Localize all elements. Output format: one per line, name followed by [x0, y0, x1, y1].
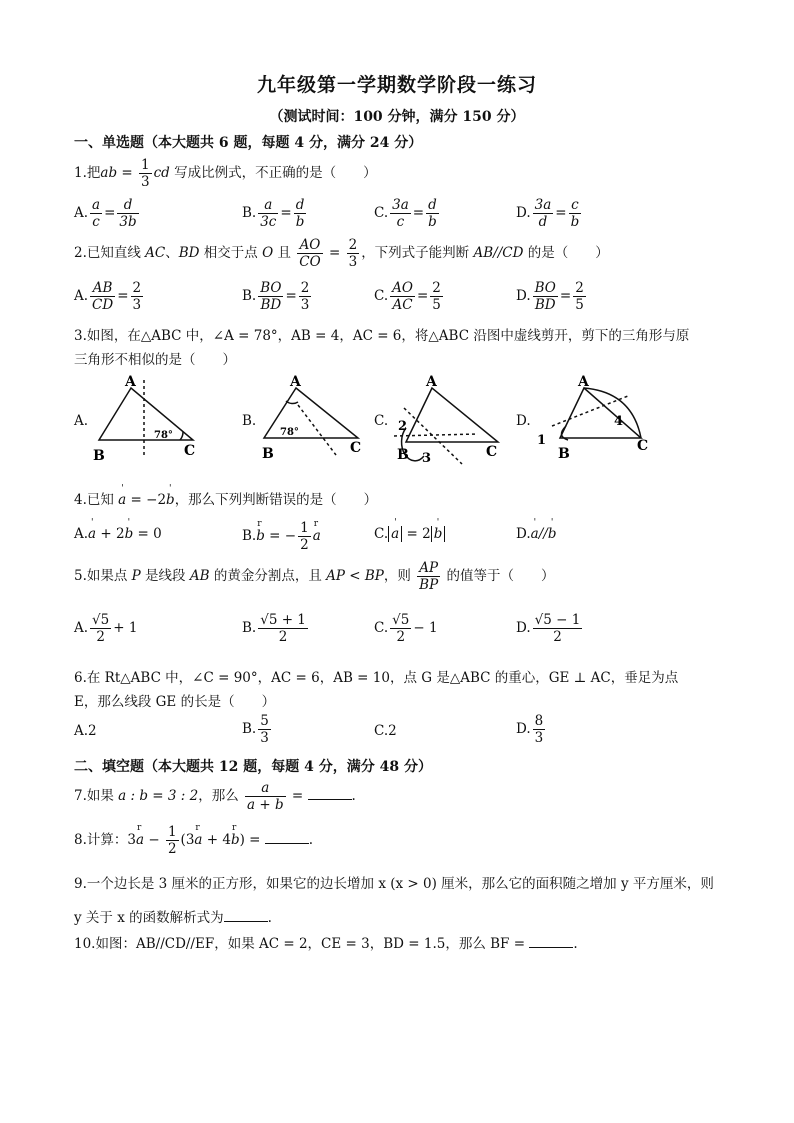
q10-answer-blank[interactable]	[529, 935, 573, 948]
fig-b-label-c: C	[350, 440, 362, 456]
question-6-line-2: E，那么线段 GE 的长是（ ）	[74, 694, 276, 710]
q7-answer-blank[interactable]	[308, 787, 352, 800]
question-3-line-2: 三角形不相似的是（ ）	[74, 352, 236, 368]
q3-figure-d	[552, 388, 641, 440]
q6-option-d[interactable]: D. $\frac{8}{3}$	[516, 713, 544, 746]
q2-option-a[interactable]: A. $\frac{AB}{CD}$ = $\frac{2}{3}$	[74, 280, 142, 313]
question-7: 7.如果 a : b = 3 : 2，那么 $\frac{a}{a + b}$ = .	[74, 780, 356, 813]
fig-d-label-b: B	[558, 446, 570, 462]
q3-option-b[interactable]: B.	[242, 413, 257, 429]
q1-option-d[interactable]: D. $\frac{3a}{d}$ = $\frac{c}{b}$	[516, 197, 580, 230]
q3-figure-b	[264, 388, 358, 455]
cut-line-c2	[394, 434, 478, 436]
q8-answer-blank[interactable]	[265, 831, 309, 844]
fig-a-label-b: B	[93, 448, 105, 464]
fig-c-label-a: A	[426, 374, 437, 390]
q3-option-d[interactable]: D.	[516, 413, 531, 429]
q5-option-a[interactable]: A. $\frac{√5}{2}$ + 1	[74, 612, 138, 645]
q2-option-c[interactable]: C. $\frac{AO}{AC}$ = $\frac{2}{5}$	[374, 280, 441, 313]
question-2: 2.已知直线 AC、BD 相交于点 O 且 $\frac{AO}{CO}$ = $\frac{2}{3}$ ，下列式子能判断 AB//CD 的是（ ）	[74, 237, 609, 270]
q2-option-d[interactable]: D. $\frac{BO}{BD}$ = $\frac{2}{5}$	[516, 280, 584, 313]
q2-option-b[interactable]: B. $\frac{BO}{BD}$ = $\frac{2}{3}$	[242, 280, 310, 313]
q3-figure-c	[394, 388, 498, 464]
question-10: 10.如图：AB//CD//EF，如果 AC = 2，CE = 3，BD = 1.5，那么 BF = .	[74, 936, 578, 952]
fig-c-label-3: 3	[422, 451, 432, 466]
q3-option-c[interactable]: C.	[374, 413, 389, 429]
q3-option-a[interactable]: A.	[74, 413, 89, 429]
question-6-line-1: 6.在 Rt△ABC 中，∠C = 90°，AC = 6，AB = 10，点 G 是△ABC 的重心，GE ⊥ AC，垂足为点	[74, 670, 679, 686]
fig-c-label-2: 2	[398, 419, 408, 434]
q1-option-a[interactable]: A. $\frac{a}{c}$ = $\frac{d}{3b}$	[74, 197, 137, 230]
fig-a-angle: 78°	[154, 430, 173, 441]
q3-figures	[0, 370, 794, 470]
q6-option-b[interactable]: B. $\frac{5}{3}$	[242, 713, 269, 746]
q1-option-c[interactable]: C. $\frac{3a}{c}$ = $\frac{d}{b}$	[374, 197, 437, 230]
q6-option-c[interactable]: C.2	[374, 723, 397, 739]
fig-b-label-a: A	[290, 374, 301, 390]
q4-option-d[interactable]: D.' a//' b	[516, 526, 556, 542]
question-9-line-1: 9.一个边长是 3 厘米的正方形，如果它的边长增加 x (x > 0) 厘米，那么它的面积随之增加 y 平方厘米，则	[74, 876, 714, 892]
q1-option-b[interactable]: B. $\frac{a}{3c}$ = $\frac{d}{b}$	[242, 197, 305, 230]
section-1-heading: 一、单选题（本大题共 6 题，每题 4 分，满分 24 分）	[74, 135, 423, 151]
angle-arc-a	[180, 432, 183, 440]
q4-option-a[interactable]: A.' a + 2' b = 0	[74, 526, 162, 542]
fig-b-label-b: B	[262, 446, 274, 462]
q5-option-b[interactable]: B. $\frac{√5 + 1}{2}$	[242, 612, 306, 645]
page-subtitle: （测试时间：100 分钟，满分 150 分）	[269, 109, 525, 125]
triangle-a	[99, 388, 193, 440]
fig-d-label-4: 4	[614, 414, 624, 429]
fig-a-label-c: C	[184, 443, 196, 459]
question-3-line-1: 3.如图，在△ABC 中，∠A = 78°，AB = 4，AC = 6，将△ABC 沿图中虚线剪开，剪下的三角形与原	[74, 328, 690, 344]
q4-option-c[interactable]: C.' a = 2' b	[374, 526, 445, 542]
fig-d-label-a: A	[578, 374, 589, 390]
triangle-d	[560, 388, 641, 438]
fig-d-label-1: 1	[537, 433, 547, 448]
question-1: 1.把ab = $\frac{1}{3}$ cd 写成比例式，不正确的是（ ）	[74, 157, 377, 190]
q6-option-a[interactable]: A.2	[74, 723, 97, 739]
fig-a-label-a: A	[125, 374, 136, 390]
fig-c-label-c: C	[486, 444, 498, 460]
fig-c-label-b: B	[397, 447, 409, 463]
q3-figure-a	[99, 380, 196, 459]
question-5: 5.如果点 P 是线段 AB 的黄金分割点，且 AP < BP，则 $\frac{AP}{BP}$ 的值等于（ ）	[74, 560, 555, 593]
q4-option-b[interactable]: B.r b = − $\frac{1}{2}$ r a	[242, 520, 321, 553]
q5-option-d[interactable]: D. $\frac{√5 - 1}{2}$	[516, 612, 581, 645]
question-8: 8.计算：3r a − $\frac{1}{2}$ (3r a + 4r b) = .	[74, 824, 313, 857]
q9-answer-blank[interactable]	[224, 909, 268, 922]
fig-d-label-c: C	[637, 438, 649, 454]
section-2-heading: 二、填空题（本大题共 12 题，每题 4 分，满分 48 分）	[74, 759, 432, 775]
question-9-line-2: y 关于 x 的函数解析式为 .	[74, 910, 272, 926]
triangle-c	[406, 388, 498, 442]
fig-b-angle: 78°	[280, 427, 299, 438]
q5-option-c[interactable]: C. $\frac{√5}{2}$ − 1	[374, 612, 438, 645]
cut-line-b	[298, 405, 336, 455]
triangle-b	[264, 388, 358, 438]
question-4: 4.已知 ' a = −2' b，那么下列判断错误的是（ ）	[74, 488, 377, 508]
page-title: 九年级第一学期数学阶段一练习	[256, 74, 537, 96]
